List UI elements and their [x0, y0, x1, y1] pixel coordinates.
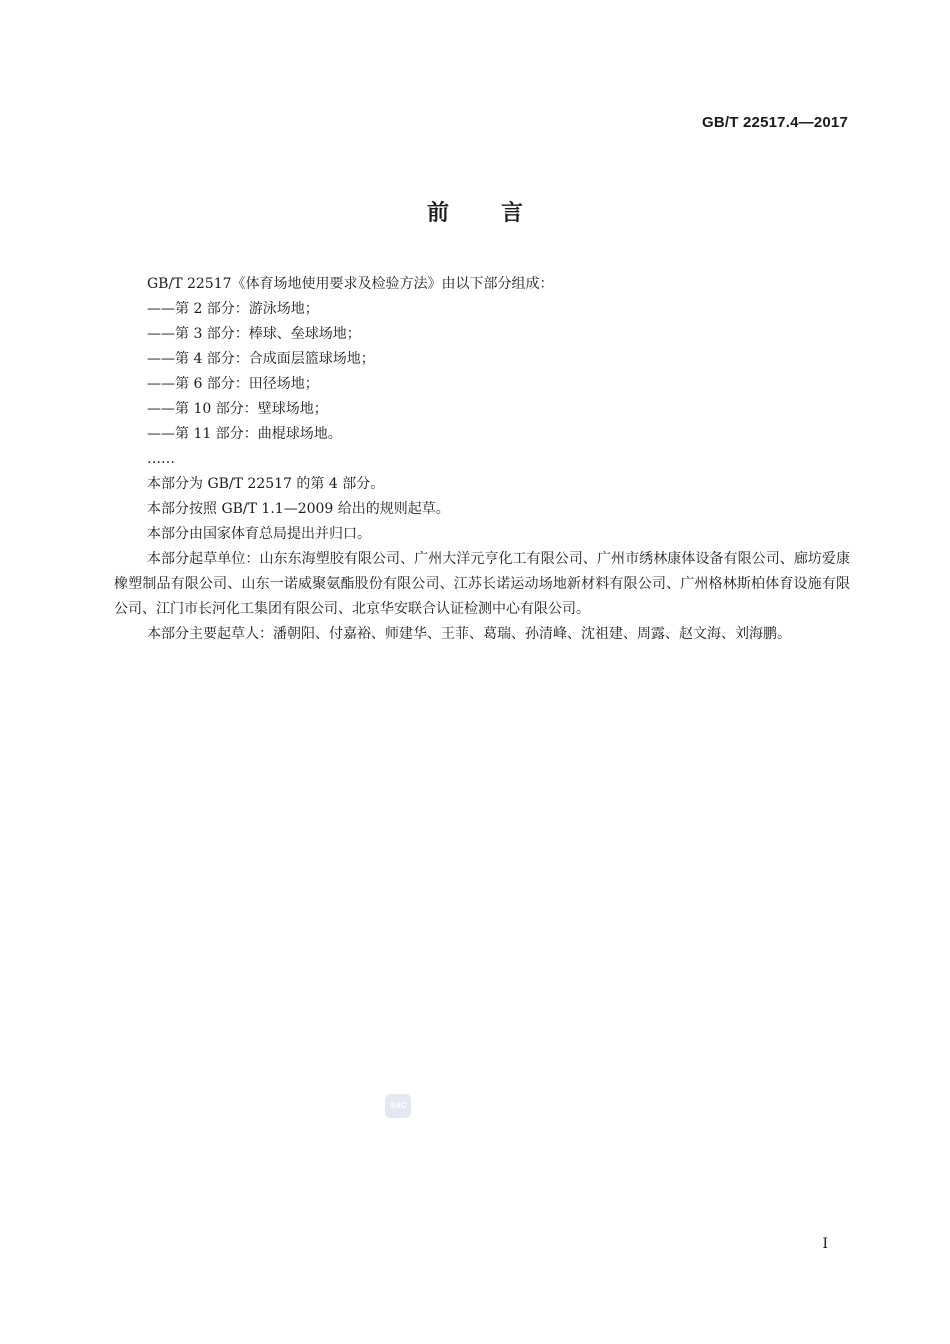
list-item-part-2: ——第 2 部分：游泳场地；: [147, 301, 319, 317]
paragraph-drafting-rules: 本部分按照 GB/T 1.1—2009 给出的规则起草。: [147, 501, 450, 517]
list-ellipsis: ……: [147, 451, 175, 467]
paragraph-proposer: 本部分由国家体育总局提出并归口。: [147, 526, 371, 542]
paragraph-intro: GB/T 22517《体育场地使用要求及检验方法》由以下部分组成：: [147, 276, 554, 292]
paragraph-drafting-units: 本部分起草单位：山东东海塑胶有限公司、广州大洋元亨化工有限公司、广州市绣林康体设备有限公司、廊坊爱康橡塑制品有限公司、山东一诺威聚氨酯股份有限公司、江苏长诺运动场地新材料有限公司、广州格林斯柏体育设施有限公司、江门市长河化工集团有限公司、北京华安联合认证检测中心有限公司。: [114, 551, 850, 617]
list-item-part-10: ——第 10 部分：壁球场地；: [147, 401, 328, 417]
paragraph-drafters: 本部分主要起草人：潘朝阳、付嘉裕、师建华、王菲、葛瑞、孙清峰、沈祖建、周露、赵文海、刘海鹏。: [147, 626, 791, 642]
sac-logo-watermark-icon: SAC: [385, 1094, 411, 1118]
list-item-part-6: ——第 6 部分：田径场地；: [147, 376, 319, 392]
foreword-body: [114, 272, 850, 647]
list-item-part-11: ——第 11 部分：曲棍球场地。: [147, 426, 342, 442]
list-item-part-4: ——第 4 部分：合成面层篮球场地；: [147, 351, 375, 367]
page-title: 前言: [426, 201, 575, 226]
page-number: I: [822, 1236, 828, 1252]
paragraph-part-number: 本部分为 GB/T 22517 的第 4 部分。: [147, 476, 385, 492]
list-item-part-3: ——第 3 部分：棒球、垒球场地；: [147, 326, 361, 342]
standard-code: GB/T 22517.4—2017: [702, 114, 848, 131]
